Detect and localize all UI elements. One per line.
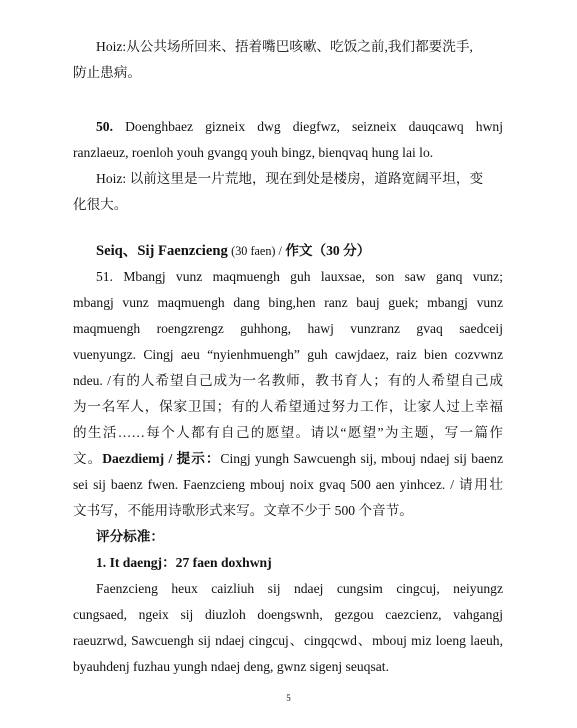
question-50-line [96,114,503,140]
page-number: 5 [286,693,291,703]
question-51-line: 51. Mbangj vunz maqmuengh guh lauxsae, son saw ganq vunz; [96,269,503,284]
criteria-line: byauhdenj fuzhau yungh ndaej deng, gwnz sigenj seuqsat. [73,659,389,674]
section-heading [96,238,370,264]
answer-line: 化很大。 [73,197,128,212]
question-text: 文。 [73,451,103,466]
question-51-line: 为一名军人，保家卫国；有的人希望通过努力工作，让家人过上幸福 [73,399,503,414]
question-text: Cingj yungh Sawcuengh sij, mbouj ndaej sij baenz [220,451,503,466]
question-51-line: sei sij baenz fwen. Faenzcieng mbouj noix gvaq 500 aen yinhcez. / 请用壮 [73,477,503,492]
hint-label: Daezdiemj / 提示： [102,451,221,466]
answer-line: Hoiz:从公共场所回来、捂着嘴巴咳嗽、吃饭之前,我们都要洗手, [96,39,473,54]
criteria-heading: 评分标准： [96,529,164,544]
criteria-line: raeuzrwd, Sawcuengh sij ndaej cingcuj、cingqcwd、mbouj miz loeng laeuh, [73,633,503,648]
criteria-line: cungsaed, ngeix sij diuzloh doengswnh, gezgou caezcienz, vahgangj [73,607,503,622]
question-text: Doenghbaez gizneix dwg diegfwz, seizneix dauqcawq hwnj [125,119,503,134]
section-title: Seiq、Sij Faenzcieng [96,243,228,259]
section-score: (30 faen) / [231,244,282,258]
question-number: 50. [96,119,113,134]
question-51-line: mbangj vunz maqmuengh dang bing,hen ranz bauj guek; mbangj vunz [73,295,503,310]
question-51-line: maqmuengh roengzrengz guhhong, hawj vunzranz gvaq saedceij [73,321,503,336]
question-51-line [73,446,503,472]
answer-line: 防止患病。 [73,65,141,80]
question-51-line: 文书写，不能用诗歌形式来写。文章不少于 500 个音节。 [73,503,413,518]
criteria-item: 1. It daengj：27 faen doxhwnj [96,555,272,570]
question-51-line: ndeu. /有的人希望自己成为一名教师，教书育人；有的人希望自己成 [73,373,503,388]
question-50-line: ranzlaeuz, roenloh youh gvangq youh bingz, bienqvaq hung lai lo. [73,145,434,160]
section-title-cn: 作文（30 分） [285,243,371,258]
question-51-line: vuenyungz. Cingj aeu “nyienhmuengh” guh cawjdaez, raiz bien cozvwnz [73,347,503,362]
answer-line: Hoiz: 以前这里是一片荒地，现在到处是楼房，道路宽阔平坦，变 [96,171,484,186]
criteria-line: Faenzcieng heux caizliuh sij ndaej cungsim cingcuj, neiyungz [96,581,503,596]
question-51-line: 的生活……每个人都有自己的愿望。请以“愿望”为主题，写一篇作 [73,425,503,440]
